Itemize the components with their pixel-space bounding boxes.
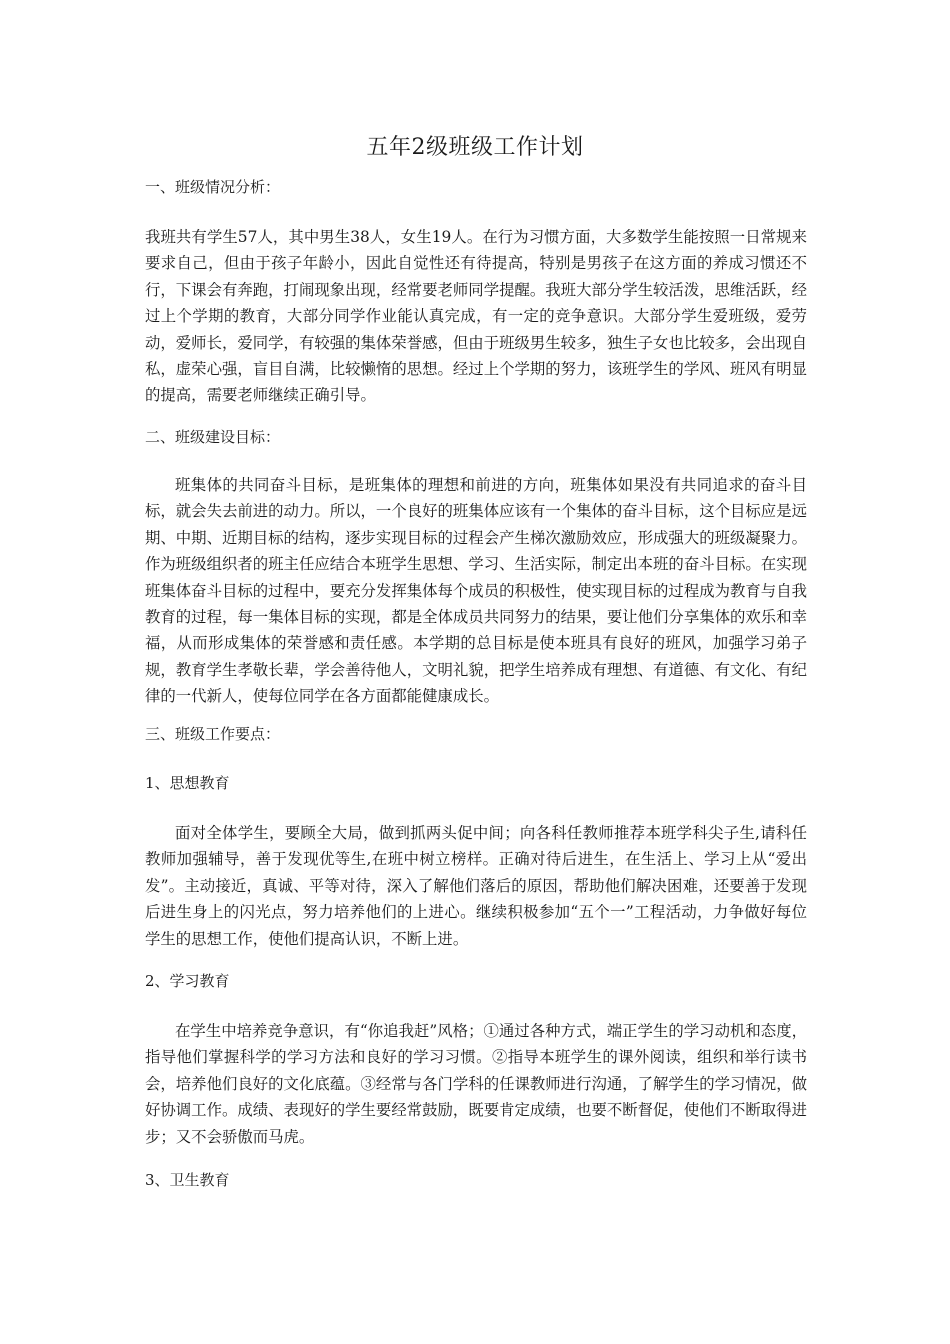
subsection-heading-study-education: 2、学习教育 [145,972,230,990]
section-heading-work-points: 三、班级工作要点： [145,725,281,743]
section-heading-class-goals: 二、班级建设目标： [145,428,281,446]
subsection-heading-moral-education: 1、思想教育 [145,774,230,792]
paragraph-class-goals: 班集体的共同奋斗目标，是班集体的理想和前进的方向，班集体如果没有共同追求的奋斗目标，就会失去前进的动力。所以，一个良好的班集体应该有一个集体的奋斗目标，这个目标应是远期、中期、近期目标的结构，逐步实现目标的过程会产生梯次激励效应，形成强大的班级凝聚力。作为班级组织者的班主任应结合本班学生思想、学习、生活实际，制定出本班的奋斗目标。在实现班集体奋斗目标的过程中，要充分发挥集体每个成员的积极性，使实现目标的过程成为教育与自我教育的过程，每一集体目标的实现，都是全体成员共同努力的结果，要让他们分享集体的欢乐和幸福，从而形成集体的荣誉感和责任感。本学期的总目标是使本班具有良好的班风，加强学习弟子规，教育学生孝敬长辈，学会善待他人，文明礼貌，把学生培养成有理想、有道德、有文化、有纪律的一代新人，使每位同学在各方面都能健康成长。 [145,476,807,706]
paragraph-moral-education: 面对全体学生，要顾全大局，做到抓两头促中间；向各科任教师推荐本班学科尖子生,请科任教师加强辅导，善于发现优等生,在班中树立榜样。正确对待后进生，在生活上、学习上从“爱出发”。主动接近，真诚、平等对待，深入了解他们落后的原因，帮助他们解决困难，还要善于发现后进生身上的闪光点，努力培养他们的上进心。继续积极参加“五个一”工程活动，力争做好每位学生的思想工作，使他们提高认识，不断上进。 [145,824,807,948]
document-title: 五年2级班级工作计划 [366,135,584,160]
subsection-heading-hygiene-education: 3、卫生教育 [145,1171,230,1189]
section-heading-class-analysis: 一、班级情况分析： [145,178,281,196]
paragraph-study-education: 在学生中培养竞争意识，有“你追我赶”风格；①通过各种方式，端正学生的学习动机和态度，指导他们掌握科学的学习方法和良好的学习习惯。②指导本班学生的课外阅读，组织和举行读书会，培养他们良好的文化底蕴。③经常与各门学科的任课教师进行沟通，了解学生的学习情况，做好协调工作。成绩、表现好的学生要经常鼓励，既要肯定成绩，也要不断督促，使他们不断取得进步；又不会骄傲而马虎。 [145,1022,807,1146]
paragraph-class-analysis: 我班共有学生57人，其中男生38人，女生19人。在行为习惯方面，大多数学生能按照一日常规来要求自己，但由于孩子年龄小，因此自觉性还有待提高，特别是男孩子在这方面的养成习惯还不行，下课会有奔跑，打闹现象出现，经常要老师同学提醒。我班大部分学生较活泼，思维活跃，经过上个学期的教育，大部分同学作业能认真完成，有一定的竞争意识。大部分学生爱班级，爱劳动，爱师长，爱同学，有较强的集体荣誉感，但由于班级男生较多，独生子女也比较多，会出现自私，虚荣心强，盲目自满，比较懒惰的思想。经过上个学期的努力，该班学生的学风、班风有明显的提高，需要老师继续正确引导。 [145,228,807,405]
